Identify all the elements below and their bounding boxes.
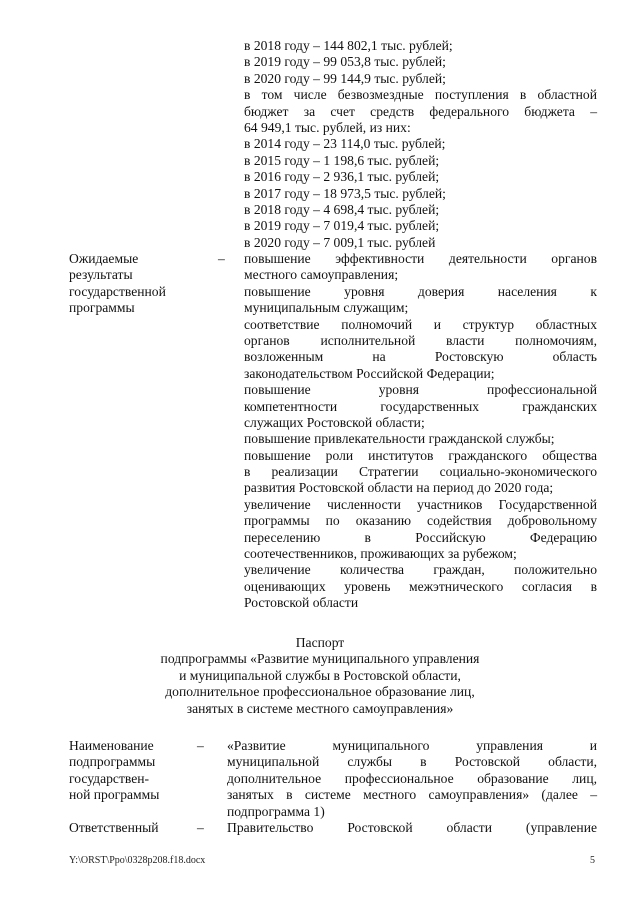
text-line: государственной [69,283,166,299]
subprogram-name-text [227,738,597,820]
text-line: повышение привлекательности гражданской службы; [244,431,555,447]
text-line: повышение уровня доверия населения к [244,283,597,299]
text-line: и муниципальной службы в Ростовской области, [179,667,461,683]
text-line: повышение эффективности деятельности органов [244,251,597,266]
text-line: программы по оказанию содействия добровольному [244,513,597,529]
text-line: муниципальным служащим; [244,300,409,316]
expected-results-dash: – [218,251,225,266]
text-line: бюджет за счет средств федерального бюджета – [244,103,597,119]
text-line: повышение роли институтов гражданского общества [244,447,597,463]
text-line: занятых в системе местного самоуправления» (далее – [227,787,597,803]
text-line: в 2014 году – 23 114,0 тыс. рублей; [244,136,446,152]
text-line: органов исполнительной власти полномочиям, [244,332,597,348]
funding-text [244,38,597,251]
text-line: Ростовской области [244,595,359,611]
text-line: Ответственный [69,820,159,835]
responsible-text [227,820,597,836]
text-line: дополнительное профессиональное образование лиц, [227,770,597,786]
text-line: ной программы [69,787,160,803]
text-line: «Развитие муниципального управления и [227,738,597,753]
text-line: в 2018 году – 4 698,4 тыс. рублей; [244,201,440,217]
text-line: в 2020 году – 99 144,9 тыс. рублей; [244,70,446,86]
text-line: 64 949,1 тыс. рублей, из них: [244,119,411,135]
text-line: муниципальной службы в Ростовской области, [227,754,597,770]
text-line: переселению в Российскую Федерацию [244,529,597,545]
text-line: в 2015 году – 1 198,6 тыс. рублей; [244,152,440,168]
responsible-dash: – [197,820,204,835]
text-line: в 2018 году – 144 802,1 тыс. рублей; [244,38,453,53]
text-line: увеличение численности участников Государственной [244,496,597,512]
expected-results-text [244,251,597,612]
expected-results-label [69,251,199,317]
text-line: соответствие полномочий и структур областных [244,316,597,332]
text-line: местного самоуправления; [244,267,399,283]
subprogram-name-dash: – [197,738,204,753]
text-line: в 2019 году – 99 053,8 тыс. рублей; [244,54,446,70]
text-line: законодательством Российской Федерации; [244,365,495,381]
text-line: увеличение количества граждан, положительно [244,562,597,578]
text-line: компетентности государственных гражданских [244,398,597,414]
text-line: оценивающих уровень межэтнического согласия в [244,578,597,594]
passport-title [0,635,640,717]
footer-page-number: 5 [590,855,595,866]
text-line: в 2016 году – 2 936,1 тыс. рублей; [244,169,440,185]
text-line: в том числе безвозмездные поступления в областной [244,87,597,103]
text-line: возложенным на Ростовскую область [244,349,597,365]
text-line: занятых в системе местного самоуправления» [186,700,454,716]
text-line: подпрограмма 1) [227,803,325,819]
text-line: в 2017 году – 18 973,5 тыс. рублей; [244,185,446,201]
text-line: Ожидаемые [69,251,139,266]
text-line: подпрограммы [69,754,156,770]
text-line: развития Ростовской области на период до 2020 года; [244,480,554,496]
text-line: подпрограммы «Развитие муниципального управления [160,651,480,667]
text-line: в 2019 году – 7 019,4 тыс. рублей; [244,218,440,234]
text-line: соотечественников, проживающих за рубежом; [244,546,517,562]
text-line: Правительство Ростовской области (управление [227,820,597,835]
text-line: Паспорт [295,635,345,650]
responsible-label [69,820,199,836]
text-line: служащих Ростовской области; [244,414,425,430]
text-line: в реализации Стратегии социально-экономического [244,464,597,480]
text-line: дополнительное профессиональное образование лиц, [165,684,475,700]
text-line: программы [69,300,135,316]
text-line: результаты [69,267,133,283]
text-line: повышение уровня профессиональной [244,382,597,398]
footer-file-path: Y:\ORST\Ppo\0328p208.f18.docx [69,855,206,866]
text-line: государствен- [69,770,150,786]
subprogram-name-label [69,738,199,804]
text-line: Наименование [69,738,154,753]
text-line: в 2020 году – 7 009,1 тыс. рублей [244,234,436,250]
